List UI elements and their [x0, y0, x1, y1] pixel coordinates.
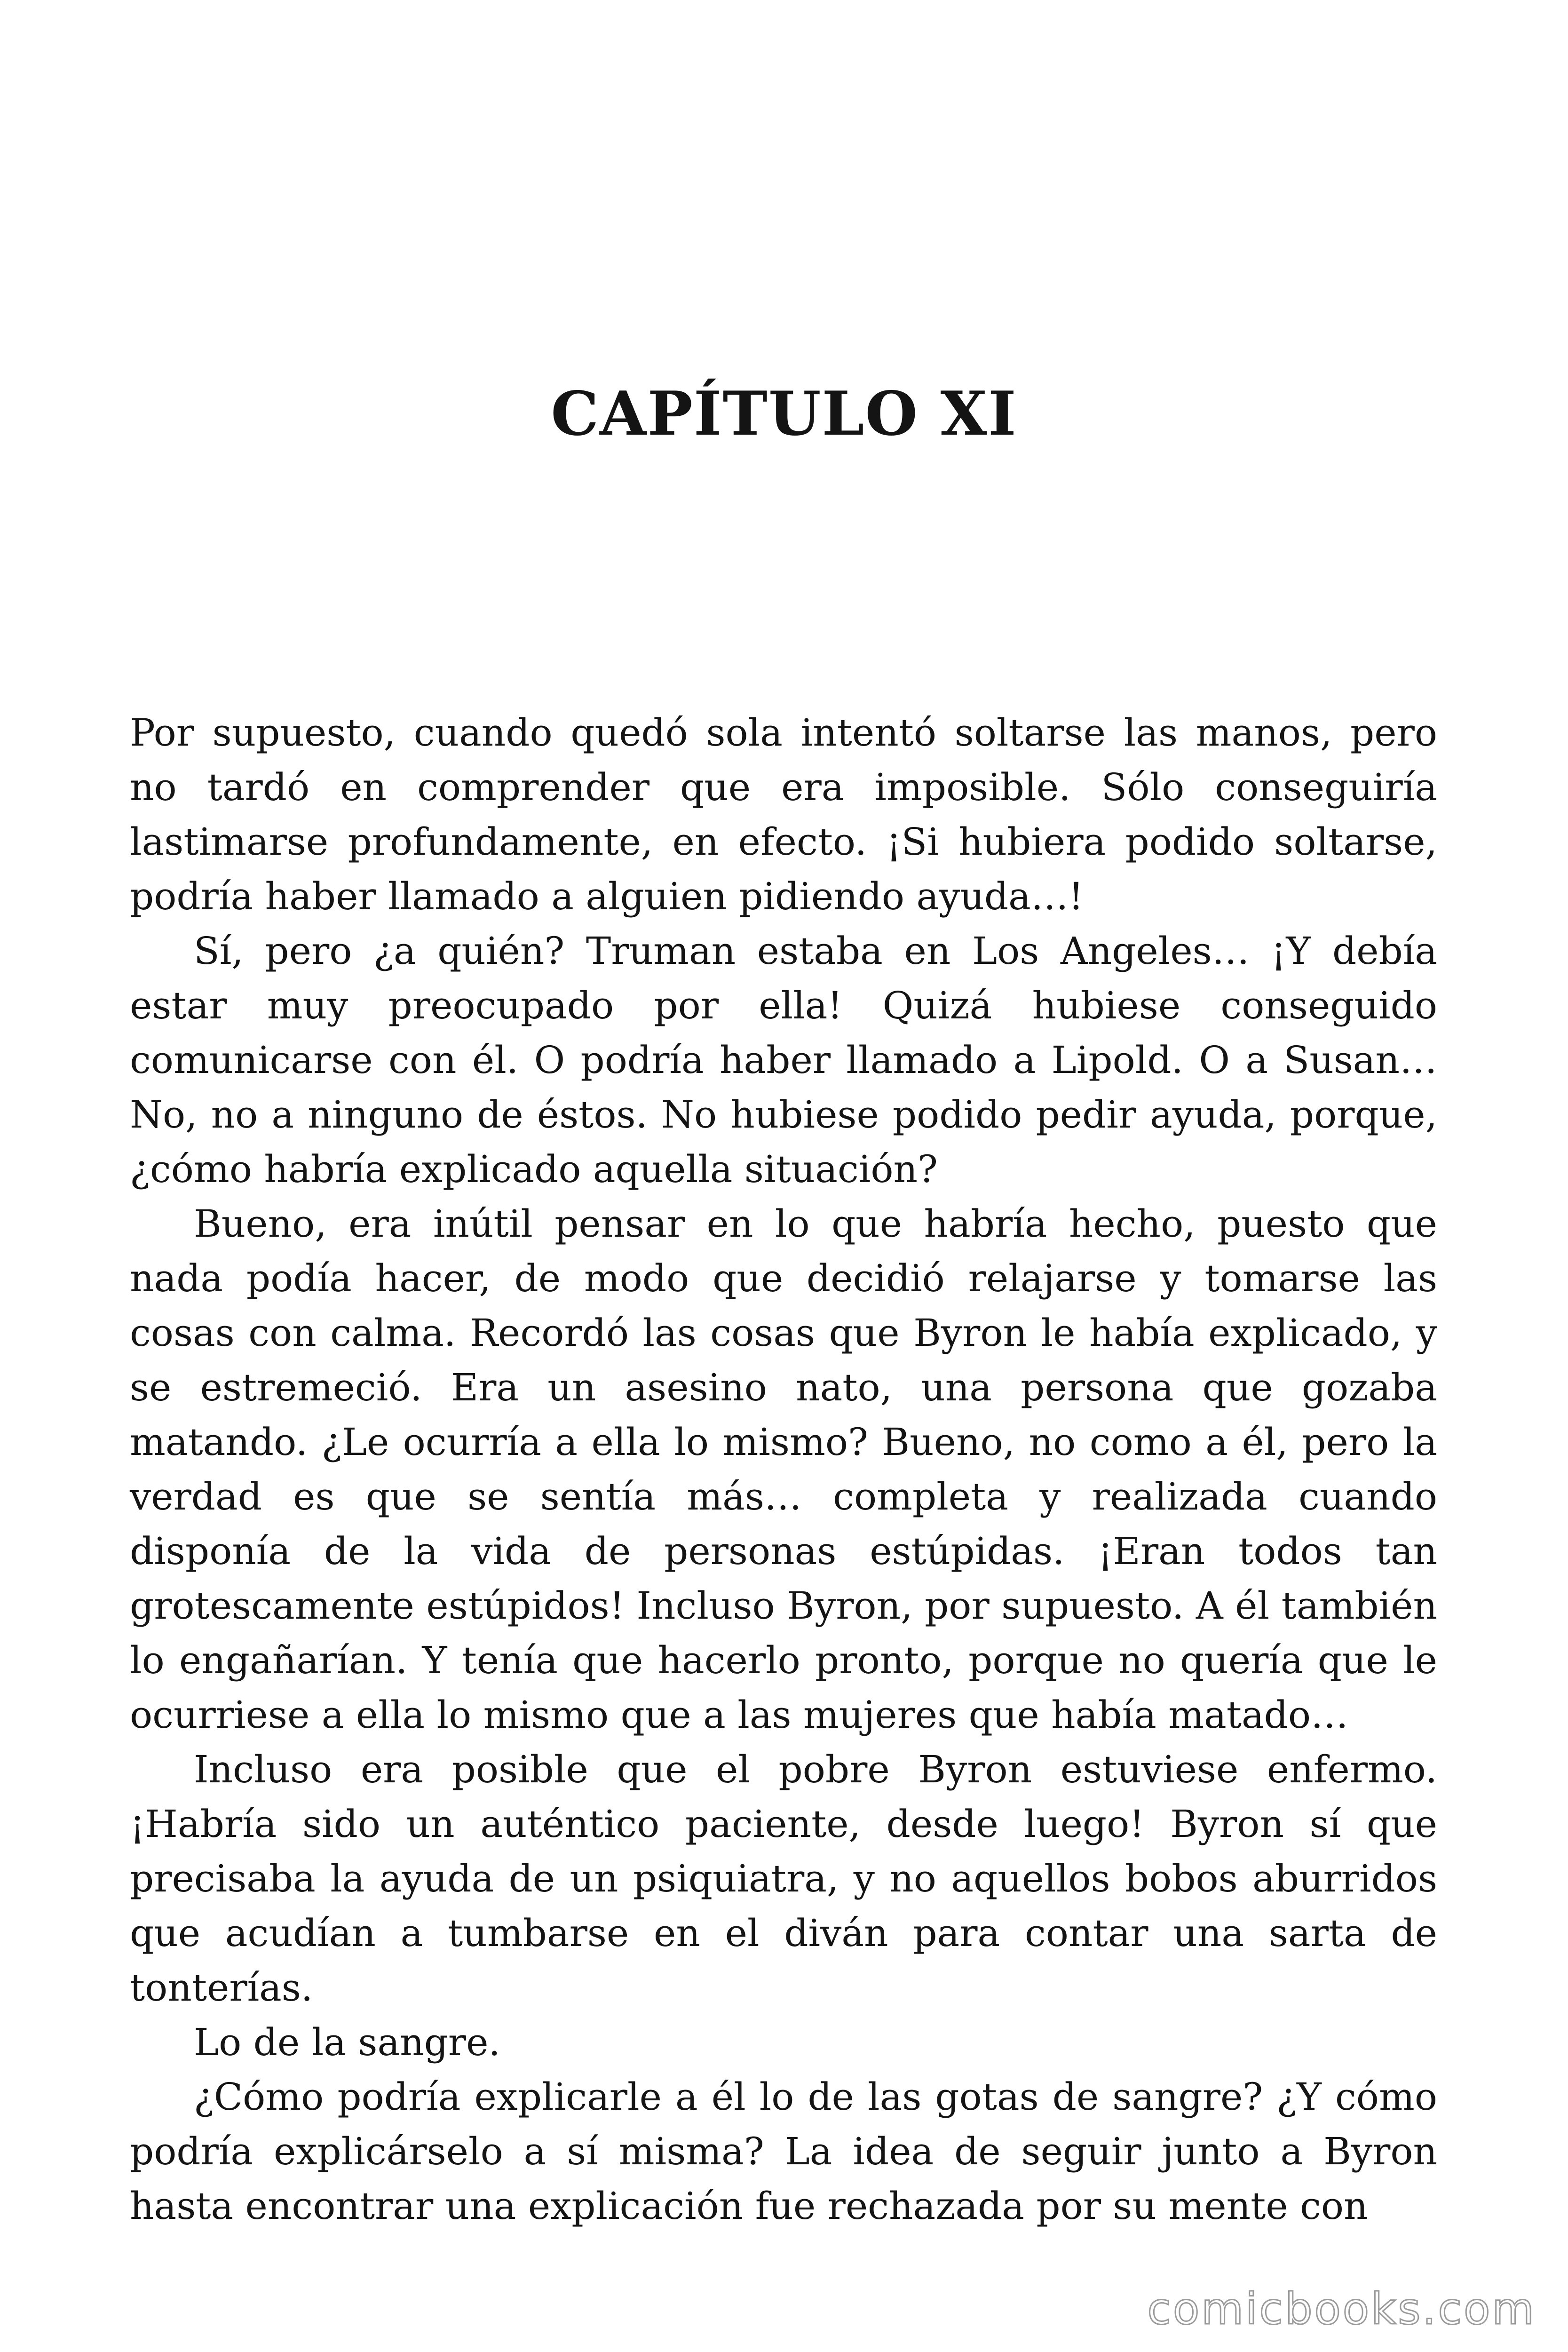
watermark: comicbooks.com [1147, 2284, 1536, 2334]
paragraph-6: ¿Cómo podría explicarle a él lo de las gotas de sangre? ¿Y cómo podría explicárselo a sí misma? La idea de seguir junto a Byron hasta encontrar una explicación fue rechazada por su mente con [130, 2075, 1437, 2228]
paragraph-2: Sí, pero ¿a quién? Truman estaba en Los Angeles… ¡Y debía estar muy preocupado por ella! Quizá hubiese conseguido comunicarse con él. O podría haber llamado a Lipold. O a Susan… No, no a ninguno de éstos. No hubiese podido pedir ayuda, porque, ¿cómo habría explicado aquella situación? [130, 929, 1437, 1191]
paragraph-1: Por supuesto, cuando quedó sola intentó soltarse las manos, pero no tardó en comprender que era imposible. Sólo conseguiría lastimarse profundamente, en efecto. ¡Si hubiera podido soltarse, podría haber llamado a alguien pidiendo ayuda…! [130, 711, 1437, 918]
paragraph-3: Bueno, era inútil pensar en lo que habría hecho, puesto que nada podía hacer, de modo que decidió relajarse y tomarse las cosas con calma. Recordó las cosas que Byron le había explicado, y se estremeció. Era un asesino nato, una persona que gozaba matando. ¿Le ocurría a ella lo mismo? Bueno, no como a él, pero la verdad es que se sentía más… completa y realizada cuando disponía de la vida de personas estúpidas. ¡Eran todos tan grotescamente estúpidos! Incluso Byron, por supuesto. A él también lo engañarían. Y tenía que hacerlo pronto, porque no quería que le ocurriese a ella lo mismo que a las mujeres que había matado… [130, 1202, 1437, 1737]
paragraph-4: Incluso era posible que el pobre Byron estuviese enfermo. ¡Habría sido un auténtico paciente, desde luego! Byron sí que precisaba la ayuda de un psiquiatra, y no aquellos bobos aburridos que acudían a tumbarse en el diván para contar una sarta de tonterías. [130, 1748, 1437, 2010]
paragraph-5: Lo de la sangre. [194, 2020, 500, 2064]
chapter-title: CAPÍTULO XI [551, 379, 1017, 449]
chapter-body [130, 706, 1437, 2233]
